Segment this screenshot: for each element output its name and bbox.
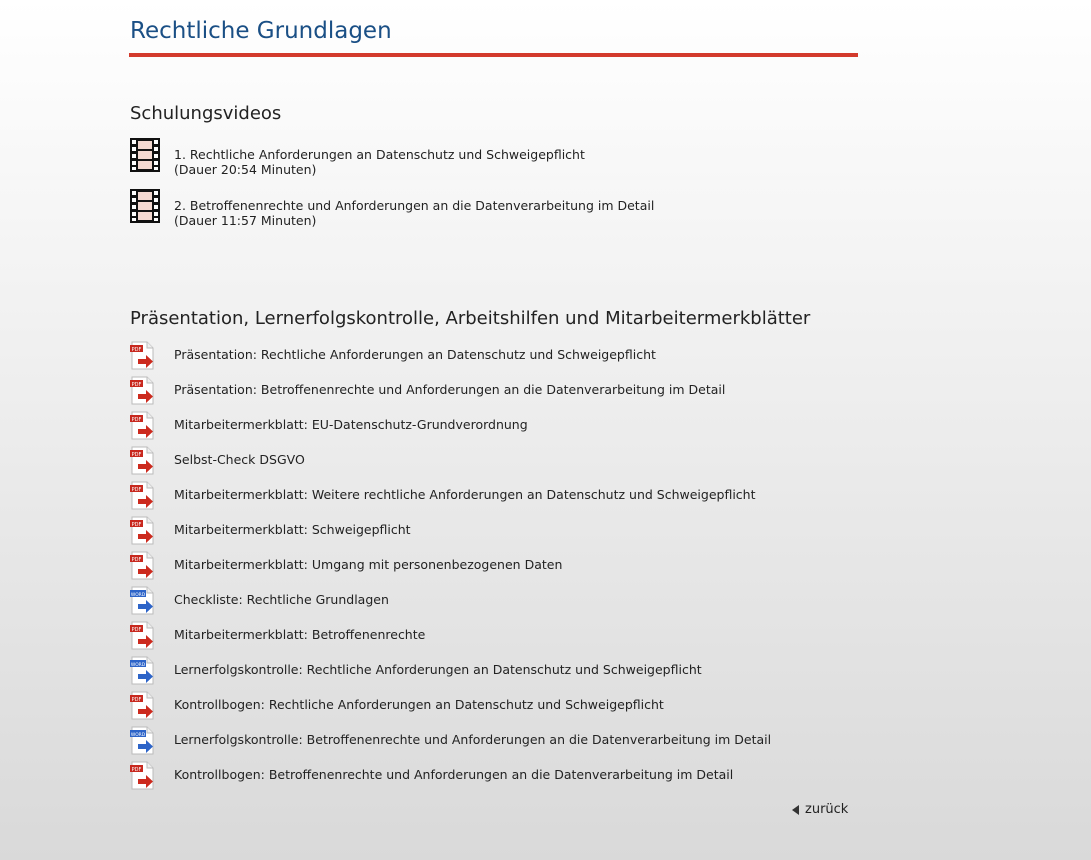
video-title[interactable]: 1. Rechtliche Anforderungen an Datenschutz und Schweigepflicht bbox=[174, 147, 585, 162]
document-link[interactable]: Mitarbeitermerkblatt: Schweigepflicht bbox=[174, 522, 411, 537]
pdf-file-icon[interactable] bbox=[129, 376, 157, 406]
film-icon bbox=[130, 138, 160, 172]
back-link[interactable] bbox=[792, 802, 848, 817]
pdf-file-icon[interactable] bbox=[129, 481, 157, 511]
film-icon bbox=[130, 189, 160, 223]
document-link[interactable]: Lernerfolgskontrolle: Rechtliche Anforderungen an Datenschutz und Schweigepflicht bbox=[174, 662, 702, 677]
document-link[interactable]: Checkliste: Rechtliche Grundlagen bbox=[174, 592, 389, 607]
pdf-file-icon[interactable] bbox=[129, 761, 157, 791]
document-link[interactable]: Kontrollbogen: Betroffenenrechte und Anforderungen an die Datenverarbeitung im Detail bbox=[174, 767, 734, 782]
svg-text:PDF: PDF bbox=[131, 696, 142, 703]
document-link[interactable]: Lernerfolgskontrolle: Betroffenenrechte und Anforderungen an die Datenverarbeitung im Detail bbox=[174, 732, 772, 747]
svg-text:WORD: WORD bbox=[130, 662, 146, 668]
svg-text:PDF: PDF bbox=[131, 521, 142, 528]
word-file-icon[interactable] bbox=[129, 586, 157, 616]
pdf-file-icon[interactable] bbox=[129, 411, 157, 441]
document-link[interactable]: Präsentation: Betroffenenrechte und Anforderungen an die Datenverarbeitung im Detail bbox=[174, 382, 726, 397]
page-title: Rechtliche Grundlagen bbox=[130, 18, 392, 44]
document-link[interactable]: Kontrollbogen: Rechtliche Anforderungen an Datenschutz und Schweigepflicht bbox=[174, 697, 664, 712]
document-link[interactable]: Selbst-Check DSGVO bbox=[174, 452, 305, 467]
pdf-file-icon[interactable] bbox=[129, 516, 157, 546]
document-link[interactable]: Mitarbeitermerkblatt: EU-Datenschutz-Grundverordnung bbox=[174, 417, 528, 432]
video-text[interactable] bbox=[174, 147, 585, 177]
document-link[interactable]: Mitarbeitermerkblatt: Weitere rechtliche Anforderungen an Datenschutz und Schweigepflicht bbox=[174, 487, 756, 502]
pdf-file-icon[interactable] bbox=[129, 446, 157, 476]
svg-text:PDF: PDF bbox=[131, 626, 142, 633]
svg-text:PDF: PDF bbox=[131, 346, 142, 353]
document-link[interactable]: Präsentation: Rechtliche Anforderungen an Datenschutz und Schweigepflicht bbox=[174, 347, 656, 362]
video-duration: (Dauer 20:54 Minuten) bbox=[174, 162, 317, 177]
svg-text:PDF: PDF bbox=[131, 486, 142, 493]
svg-text:PDF: PDF bbox=[131, 381, 142, 388]
video-text[interactable] bbox=[174, 198, 654, 228]
pdf-file-icon[interactable] bbox=[129, 691, 157, 721]
svg-text:PDF: PDF bbox=[131, 451, 142, 458]
document-link[interactable]: Mitarbeitermerkblatt: Umgang mit personenbezogenen Daten bbox=[174, 557, 563, 572]
pdf-file-icon[interactable] bbox=[129, 621, 157, 651]
pdf-file-icon[interactable] bbox=[129, 551, 157, 581]
pdf-file-icon[interactable] bbox=[129, 341, 157, 371]
svg-text:PDF: PDF bbox=[131, 766, 142, 773]
svg-text:PDF: PDF bbox=[131, 556, 142, 563]
svg-text:PDF: PDF bbox=[131, 416, 142, 423]
video-title[interactable]: 2. Betroffenenrechte und Anforderungen an die Datenverarbeitung im Detail bbox=[174, 198, 655, 213]
svg-text:WORD: WORD bbox=[130, 732, 146, 738]
word-file-icon[interactable] bbox=[129, 726, 157, 756]
videos-section-heading: Schulungsvideos bbox=[130, 103, 282, 124]
title-divider bbox=[129, 53, 858, 57]
svg-text:WORD: WORD bbox=[130, 592, 146, 598]
documents-section-heading: Präsentation, Lernerfolgskontrolle, Arbeitshilfen und Mitarbeitermerkblätter bbox=[130, 308, 811, 329]
document-link[interactable]: Mitarbeitermerkblatt: Betroffenenrechte bbox=[174, 627, 426, 642]
back-label[interactable]: zurück bbox=[805, 802, 849, 817]
word-file-icon[interactable] bbox=[129, 656, 157, 686]
back-arrow-icon bbox=[792, 805, 799, 815]
video-duration: (Dauer 11:57 Minuten) bbox=[174, 213, 317, 228]
